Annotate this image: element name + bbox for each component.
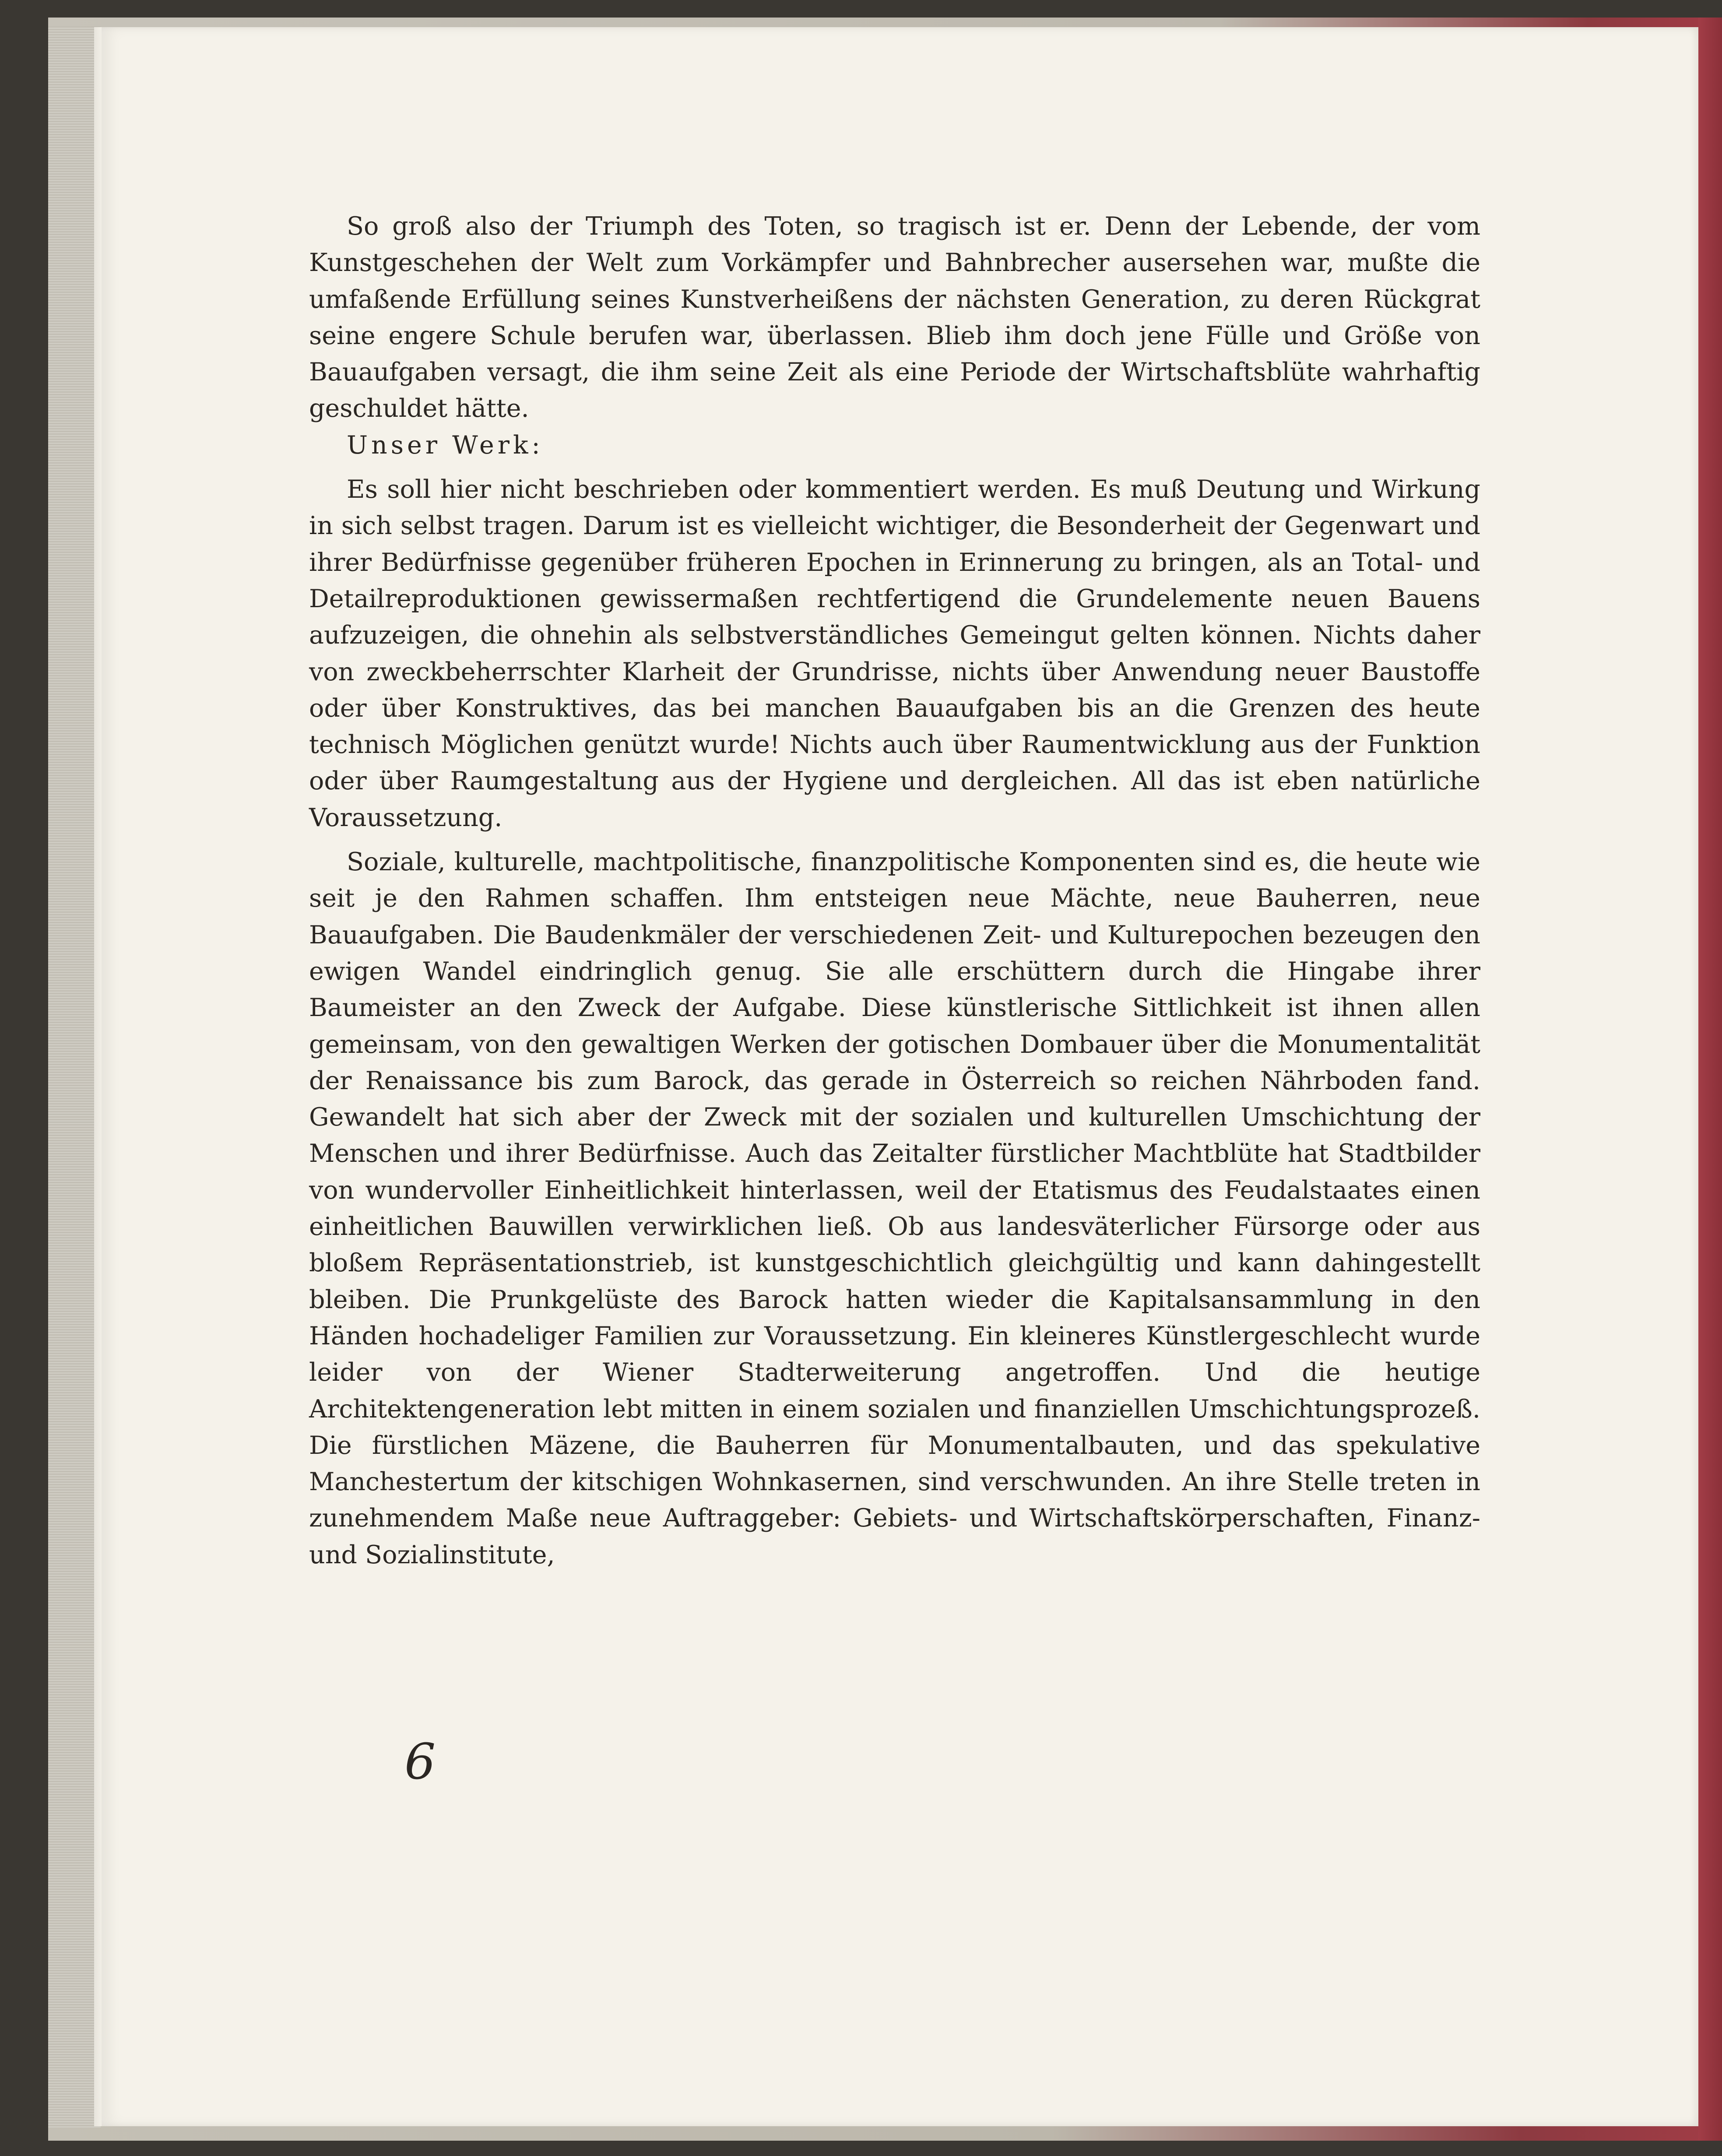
section-heading: Unser Werk: xyxy=(347,430,544,460)
book-cover-bottom-edge xyxy=(48,2125,1722,2141)
body-text xyxy=(309,208,1480,1573)
paragraph-2: Es soll hier nicht beschrieben oder kommentiert werden. Es muß Deutung und Wirkung in sich selbst tragen. Darum ist es vielleicht wichtiger, die Besonderheit der Gegenwart und ihrer Bedürfnisse gegenüber früheren Epochen in Erinnerung zu bringen, als an Total- und Detailreproduktionen gewissermaßen rechtfertigend die Grundelemente neuen Bauens aufzuzeigen, die ohnehin als selbstverständliches Gemeingut gelten können. Nichts daher von zweckbeherrschter Klarheit der Grundrisse, nichts über Anwendung neuer Baustoffe oder über Konstruktives, das bei manchen Bauaufgaben bis an die Grenzen des heute technisch Möglichen genützt wurde! Nichts auch über Raumentwicklung aus der Funktion oder über Raumgestaltung aus der Hygiene und dergleichen. All das ist eben natürliche Voraussetzung. xyxy=(309,475,1480,832)
page-number: 6 xyxy=(404,1734,436,1790)
paragraph-3: Soziale, kulturelle, machtpolitische, finanzpolitische Komponenten sind es, die heute wie seit je den Rahmen schaffen. Ihm entsteigen neue Mächte, neue Bauherren, neue Bauaufgaben. Die Baudenkmäler der verschiedenen Zeit- und Kulturepochen bezeugen den ewigen Wandel eindringlich genug. Sie alle erschüttern durch die Hingabe ihrer Baumeister an den Zweck der Aufgabe. Diese künstlerische Sittlichkeit ist ihnen allen gemeinsam, von den gewaltigen Werken der gotischen Dombauer über die Monumentalität der Renaissance bis zum Barock, das gerade in Österreich so reichen Nährboden fand. Gewandelt hat sich aber der Zweck mit der sozialen und kulturellen Umschichtung der Menschen und ihrer Bedürfnisse. Auch das Zeitalter fürstlicher Machtblüte hat Stadtbilder von wundervoller Einheitlichkeit hinterlassen, weil der Etatismus des Feudalstaates einen einheitlichen Bauwillen verwirklichen ließ. Ob aus landesväterlicher Fürsorge oder aus bloßem Repräsentationstrieb, ist kunstgeschichtlich gleichgültig und kann dahingestellt bleiben. Die Prunkgelüste des Barock hatten wieder die Kapitalsansammlung in den Händen hochadeliger Familien zur Voraussetzung. Ein kleineres Künstlergeschlecht wurde leider von der Wiener Stadterweiterung angetroffen. Und die heutige Architektengeneration lebt mitten in einem sozialen und finanziellen Umschichtungsprozeß. Die fürstlichen Mäzene, die Bauherren für Monumentalbauten, und das spekulative Manchestertum der kitschigen Wohnkasernen, sind verschwunden. An ihre Stelle treten in zunehmendem Maße neue Auftraggeber: Gebiets- und Wirtschaftskörperschaften, Finanz- und Sozialinstitute, xyxy=(309,848,1480,1569)
book-cover-right-edge xyxy=(1698,18,1722,2141)
paragraph-1: So groß also der Triumph des Toten, so tragisch ist er. Denn der Lebende, der vom Kunstgeschehen der Welt zum Vorkämpfer und Bahnbrecher ausersehen war, mußte die umfaßende Erfüllung seines Kunstverheißens der nächsten Generation, zu deren Rückgrat seine engere Schule berufen war, überlassen. Blieb ihm doch jene Fülle und Größe von Bauaufgaben versagt, die ihm seine Zeit als eine Periode der Wirtschaftsblüte wahrhaftig geschuldet hätte. xyxy=(309,212,1480,423)
book-spine-cloth xyxy=(48,26,101,2128)
